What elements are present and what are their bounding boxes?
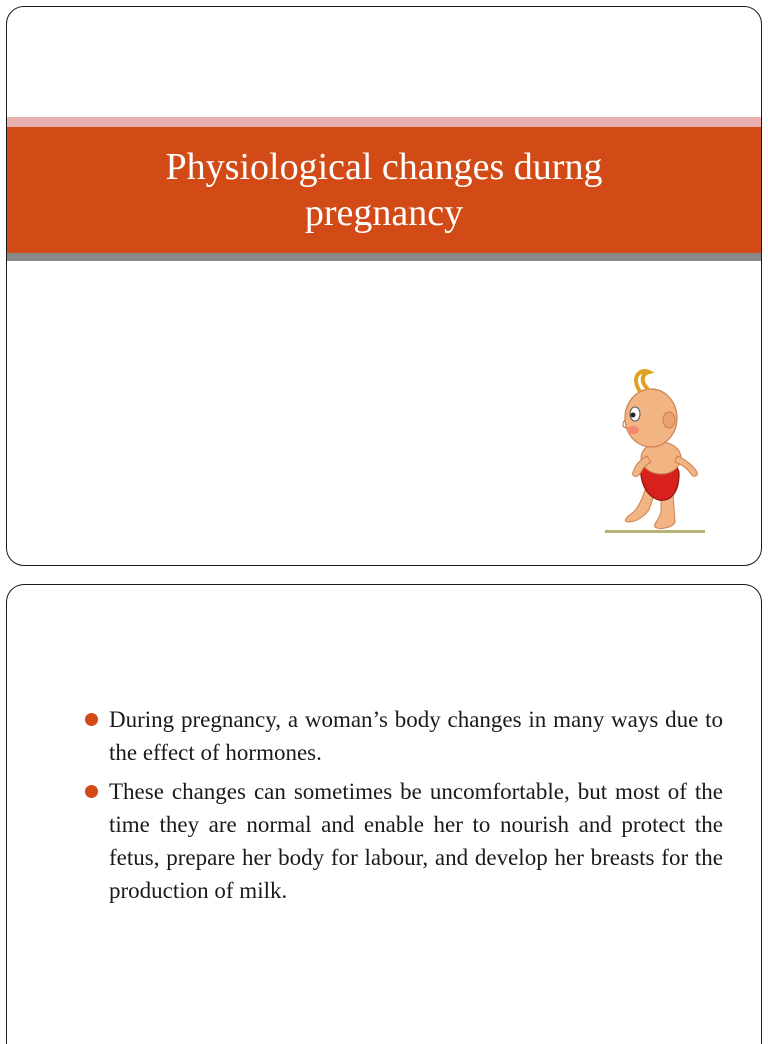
bullet-list (83, 703, 723, 913)
grey-accent-strip (7, 253, 761, 261)
slide-title-text: Physiological changes durng pregnancy (165, 146, 603, 234)
bullet-text: During pregnancy, a woman’s body changes in many ways due to the effect of hormones. (109, 707, 723, 765)
bullet-item (83, 775, 723, 907)
walking-baby-icon (601, 362, 711, 537)
slide-title (6, 6, 762, 566)
bullet-item (83, 703, 723, 769)
bullet-text: These changes can sometimes be uncomfortable, but most of the time they are normal and enable her to nourish and protect the fetus, prepare her body for labour, and develop her breasts for the production of milk. (109, 779, 723, 903)
bullet-dot-icon (85, 785, 98, 798)
slide-content (6, 584, 762, 1044)
bullet-dot-icon (85, 713, 98, 726)
title-band (7, 127, 761, 253)
pink-accent-strip (7, 117, 761, 127)
